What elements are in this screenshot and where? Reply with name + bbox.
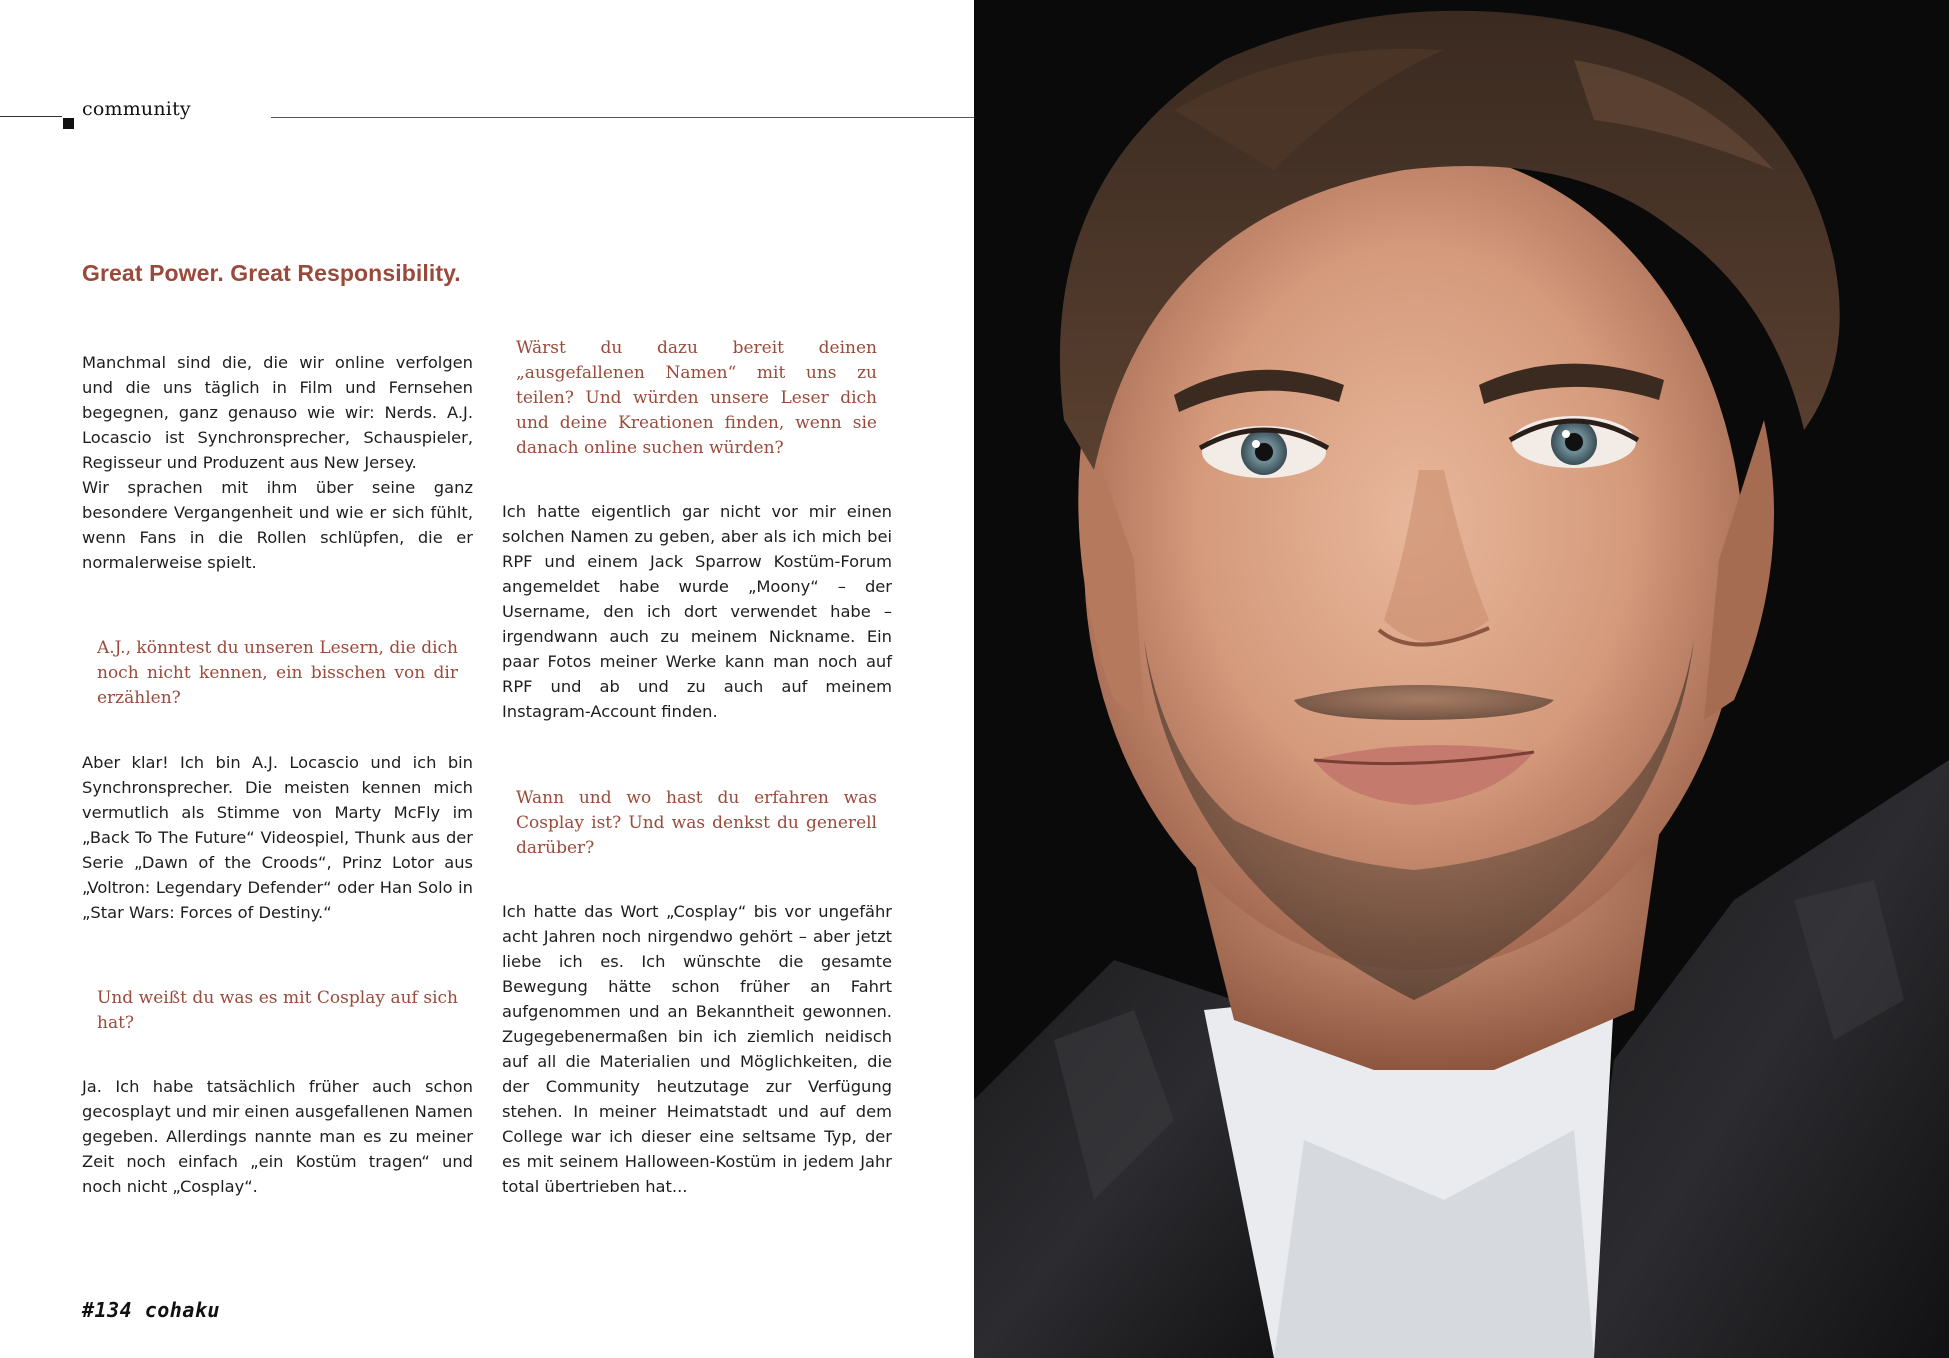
left-page bbox=[0, 0, 974, 1358]
question-3: Wärst du dazu bereit deinen „ausgefallenen Namen“ mit uns zu teilen? Und würden unsere Leser dich und deine Kreationen finden, wenn sie danach online suchen würden? bbox=[516, 338, 877, 458]
question-3-block bbox=[516, 336, 877, 461]
question-2: Und weißt du was es mit Cosplay auf sich hat? bbox=[97, 988, 458, 1033]
header-rule-right bbox=[271, 117, 975, 118]
question-4-block bbox=[516, 786, 877, 861]
portrait-illustration bbox=[974, 0, 1949, 1358]
issue-footer: #134 cohaku bbox=[82, 1298, 220, 1322]
answer-4-block bbox=[502, 899, 892, 1199]
answer-4: Ich hatte das Wort „Cosplay“ bis vor ungefähr acht Jahren noch nirgendwo gehört – aber jetzt liebe ich es. Ich wünschte die gesamte Bewegung hätte schon früher an Fahrt aufgenommen und an Bekanntheit gewonnen. Zugegebenermaßen bin ich ziemlich neidisch auf all die Materialien und Möglichkeiten, die der Community heutzutage zur Verfügung stehen. In meiner Heimatstadt und auf dem College war ich dieser eine seltsame Typ, der es mit seinem Halloween-Kostüm in jedem Jahr total übertrieben hat... bbox=[502, 902, 892, 1196]
question-2-block bbox=[97, 986, 458, 1036]
answer-1: Aber klar! Ich bin A.J. Locascio und ich bin Synchronsprecher. Die meisten kennen mich vermutlich als Stimme von Marty McFly im „Back To The Future“ Videospiel, Thunk aus der Serie „Dawn of the Croods“, Prinz Lotor aus „Voltron: Legendary Defender“ oder Han Solo in „Star Wars: Forces of Destiny.“ bbox=[82, 753, 473, 922]
header-rule-left bbox=[0, 116, 62, 117]
question-1-block bbox=[97, 636, 458, 711]
answer-2-block bbox=[82, 1074, 473, 1199]
header-square-marker bbox=[63, 118, 74, 129]
column-1 bbox=[82, 350, 473, 575]
question-1: A.J., könntest du unseren Lesern, die dich noch nicht kennen, ein bisschen von dir erzählen? bbox=[97, 638, 458, 708]
portrait-photo bbox=[974, 0, 1949, 1358]
article-headline: Great Power. Great Responsibility. bbox=[82, 260, 461, 286]
intro-paragraph-1: Manchmal sind die, die wir online verfolgen und die uns täglich in Film und Fernsehen begegnen, ganz genauso wie wir: Nerds. A.J. Locascio ist Synchronsprecher, Schauspieler, Regisseur und Produzent aus New Jersey. bbox=[82, 353, 473, 472]
answer-1-block bbox=[82, 750, 473, 925]
question-4: Wann und wo hast du erfahren was Cosplay ist? Und was denkst du generell darüber? bbox=[516, 788, 877, 858]
answer-3-block bbox=[502, 499, 892, 724]
intro-paragraph-2: Wir sprachen mit ihm über seine ganz besondere Vergangenheit und wie er sich fühlt, wenn Fans in die Rollen schlüpfen, die er normalerweise spielt. bbox=[82, 478, 473, 572]
answer-2: Ja. Ich habe tatsächlich früher auch schon gecosplayt und mir einen ausgefallenen Namen gegeben. Allerdings nannte man es zu meiner Zeit noch einfach „ein Kostüm tragen“ und noch nicht „Cosplay“. bbox=[82, 1077, 473, 1196]
answer-3: Ich hatte eigentlich gar nicht vor mir einen solchen Namen zu geben, aber als ich mich bei RPF und einem Jack Sparrow Kostüm-Forum angemeldet habe wurde „Moony“ – der Username, den ich dort verwendet habe – irgendwann auch zu meinem Nickname. Ein paar Fotos meiner Werke kann man noch auf RPF und ab und zu auch auf meinem Instagram-Account finden. bbox=[502, 502, 892, 721]
section-label: community bbox=[82, 98, 191, 120]
